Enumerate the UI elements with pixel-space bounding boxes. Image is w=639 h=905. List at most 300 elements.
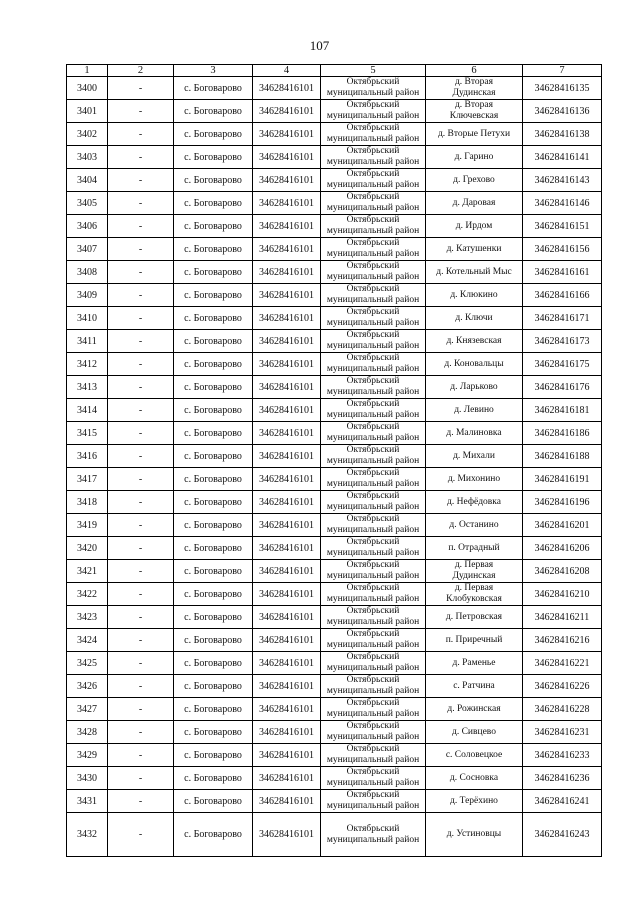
row-number-cell [67, 675, 108, 698]
settlement-code-cell [523, 399, 602, 422]
settlement-code-cell [523, 100, 602, 123]
row-number-cell-text: 3407 [77, 243, 97, 255]
settlement-cell [426, 744, 523, 767]
column-2-cell-text: - [138, 381, 143, 393]
table-row [67, 675, 602, 698]
settlement-cell-text: д. Михали [453, 450, 495, 461]
admin-center-cell [174, 721, 253, 744]
settlement-cell [426, 468, 523, 491]
row-number-cell [67, 767, 108, 790]
admin-center-cell-text: с. Боговарово [184, 496, 242, 508]
district-cell [321, 238, 426, 261]
admin-center-code-cell [253, 813, 321, 857]
settlement-code-cell-text: 34628416228 [534, 703, 590, 715]
admin-center-cell-text: с. Боговарово [184, 266, 242, 278]
settlement-cell-text: д. Ларьково [450, 381, 498, 392]
admin-center-cell-text: с. Боговарово [184, 243, 242, 255]
settlement-cell [426, 376, 523, 399]
admin-center-cell [174, 284, 253, 307]
settlement-code-cell [523, 192, 602, 215]
admin-center-code-cell [253, 399, 321, 422]
column-2-cell [108, 721, 174, 744]
column-2-cell-text: - [138, 174, 143, 186]
row-number-cell [67, 491, 108, 514]
admin-center-code-cell-text: 34628416101 [259, 588, 314, 600]
table-row [67, 744, 602, 767]
district-cell-text: муниципальный район [326, 801, 420, 811]
settlement-cell [426, 215, 523, 238]
column-2-cell [108, 169, 174, 192]
settlement-cell [426, 146, 523, 169]
admin-center-code-cell [253, 606, 321, 629]
column-2-cell-text: - [138, 611, 143, 623]
table-row [67, 629, 602, 652]
admin-center-code-cell-text: 34628416101 [259, 289, 314, 301]
admin-center-code-cell [253, 514, 321, 537]
admin-center-code-cell [253, 376, 321, 399]
admin-center-cell [174, 123, 253, 146]
column-2-cell-text: - [138, 243, 143, 255]
column-2-cell-text: - [138, 473, 143, 485]
district-cell-text: Октябрьский [346, 192, 400, 202]
admin-center-code-cell-text: 34628416101 [259, 358, 314, 370]
settlement-code-cell-text: 34628416210 [534, 588, 590, 600]
column-2-cell [108, 330, 174, 353]
row-number-cell-text: 3403 [77, 151, 97, 163]
district-cell [321, 353, 426, 376]
row-number-cell [67, 698, 108, 721]
admin-center-cell [174, 675, 253, 698]
district-cell [321, 491, 426, 514]
row-number-cell-text: 3428 [77, 726, 97, 738]
admin-center-code-cell [253, 468, 321, 491]
settlement-cell-text: Клобуковская [446, 594, 502, 604]
settlement-code-cell [523, 790, 602, 813]
column-2-cell-text: - [138, 519, 143, 531]
column-2-cell-text: - [138, 82, 143, 94]
row-number-cell [67, 721, 108, 744]
column-2-cell [108, 652, 174, 675]
settlement-code-cell [523, 445, 602, 468]
admin-center-code-cell [253, 491, 321, 514]
settlement-cell [426, 514, 523, 537]
admin-center-code-cell [253, 790, 321, 813]
district-cell-text: муниципальный район [326, 663, 420, 673]
table-row [67, 445, 602, 468]
settlement-cell-text: Дудинская [452, 88, 496, 98]
admin-center-code-cell-text: 34628416101 [259, 335, 314, 347]
settlement-code-cell [523, 169, 602, 192]
column-2-cell [108, 215, 174, 238]
settlement-cell-text: д. Вторая [454, 100, 494, 110]
admin-center-cell-text: с. Боговарово [184, 404, 242, 416]
column-2-cell-text: - [138, 220, 143, 232]
table-row [67, 123, 602, 146]
row-number-cell [67, 307, 108, 330]
column-2-cell [108, 376, 174, 399]
district-cell-text: Октябрьский [346, 767, 400, 777]
column-2-cell [108, 77, 174, 100]
district-cell-text: муниципальный район [326, 755, 420, 765]
row-number-cell [67, 514, 108, 537]
settlement-code-cell [523, 307, 602, 330]
district-cell-text: муниципальный район [326, 226, 420, 236]
settlement-cell-text: д. Грехово [453, 174, 495, 185]
row-number-cell-text: 3413 [77, 381, 97, 393]
admin-center-code-cell [253, 560, 321, 583]
column-2-cell-text: - [138, 542, 143, 554]
settlement-cell-text: д. Даровая [452, 197, 496, 208]
column-2-cell-text: - [138, 565, 143, 577]
admin-center-code-cell-text: 34628416101 [259, 381, 314, 393]
admin-center-code-cell-text: 34628416101 [259, 105, 314, 117]
admin-center-code-cell-text: 34628416101 [259, 680, 314, 692]
admin-center-code-cell-text: 34628416101 [259, 174, 314, 186]
column-2-cell-text: - [138, 427, 143, 439]
settlement-cell-text: Ключевская [449, 111, 499, 121]
settlement-code-cell-text: 34628416221 [534, 657, 590, 669]
settlement-code-cell [523, 698, 602, 721]
settlement-code-cell [523, 721, 602, 744]
header-row [67, 65, 602, 77]
admin-center-cell-text: с. Боговарово [184, 289, 242, 301]
admin-center-cell [174, 468, 253, 491]
district-cell-text: Октябрьский [346, 445, 400, 455]
district-cell-text: муниципальный район [326, 686, 420, 696]
district-cell-text: муниципальный район [326, 479, 420, 489]
column-2-cell [108, 468, 174, 491]
settlement-cell-text: д. Первая [454, 583, 494, 593]
row-number-cell [67, 146, 108, 169]
settlement-code-cell-text: 34628416241 [534, 795, 590, 807]
district-cell [321, 606, 426, 629]
row-number-cell-text: 3431 [77, 795, 97, 807]
admin-center-code-cell [253, 583, 321, 606]
table-row [67, 652, 602, 675]
column-2-cell-text: - [138, 657, 143, 669]
admin-center-code-cell [253, 353, 321, 376]
admin-center-code-cell-text: 34628416101 [259, 703, 314, 715]
column-2-cell-text: - [138, 128, 143, 140]
admin-center-cell-text: с. Боговарово [184, 611, 242, 623]
settlement-code-cell-text: 34628416151 [534, 220, 590, 232]
settlement-cell [426, 100, 523, 123]
settlement-code-cell-text: 34628416243 [534, 829, 590, 840]
settlement-code-cell-text: 34628416208 [534, 565, 590, 577]
district-cell-text: муниципальный район [326, 525, 420, 535]
settlement-cell [426, 422, 523, 445]
row-number-cell-text: 3420 [77, 542, 97, 554]
row-number-cell [67, 215, 108, 238]
row-number-cell [67, 744, 108, 767]
district-cell-text: Октябрьский [346, 100, 400, 110]
settlement-code-cell [523, 560, 602, 583]
admin-center-code-cell [253, 146, 321, 169]
table-row [67, 468, 602, 491]
table-row [67, 146, 602, 169]
admin-center-cell-text: с. Боговарово [184, 427, 242, 439]
table-row [67, 790, 602, 813]
column-2-cell-text: - [138, 335, 143, 347]
settlement-cell-text: д. Катушенки [446, 243, 502, 254]
admin-center-cell-text: с. Боговарово [184, 381, 242, 393]
admin-center-cell-text: с. Боговарово [184, 588, 242, 600]
column-header: 1 [67, 65, 108, 77]
table-row [67, 215, 602, 238]
table-row [67, 560, 602, 583]
column-2-cell-text: - [138, 450, 143, 462]
settlement-cell-text: д. Князевская [446, 335, 502, 346]
table-row [67, 721, 602, 744]
settlement-code-cell [523, 514, 602, 537]
district-cell-text: Октябрьский [346, 353, 400, 363]
admin-center-code-cell [253, 652, 321, 675]
row-number-cell-text: 3409 [77, 289, 97, 301]
district-cell-text: муниципальный район [326, 594, 420, 604]
district-cell-text: муниципальный район [326, 249, 420, 259]
settlement-code-cell-text: 34628416191 [534, 473, 590, 485]
admin-center-cell-text: с. Боговарово [184, 473, 242, 485]
column-2-cell [108, 629, 174, 652]
admin-center-code-cell [253, 537, 321, 560]
column-2-cell [108, 583, 174, 606]
admin-center-code-cell-text: 34628416101 [259, 427, 314, 439]
admin-center-cell-text: с. Боговарово [184, 335, 242, 347]
admin-center-cell [174, 652, 253, 675]
row-number-cell [67, 77, 108, 100]
settlement-cell [426, 721, 523, 744]
column-2-cell [108, 445, 174, 468]
admin-center-code-cell [253, 422, 321, 445]
settlement-cell-text: п. Отрадный [448, 542, 500, 553]
row-number-cell-text: 3425 [77, 657, 97, 669]
district-cell-text: Октябрьский [346, 307, 400, 317]
district-cell-text: муниципальный район [326, 732, 420, 742]
column-2-cell-text: - [138, 197, 143, 209]
admin-center-code-cell [253, 698, 321, 721]
row-number-cell-text: 3410 [77, 312, 97, 324]
table-row [67, 399, 602, 422]
settlement-code-cell-text: 34628416161 [534, 266, 590, 278]
settlement-code-cell-text: 34628416171 [534, 312, 590, 324]
column-2-cell [108, 491, 174, 514]
settlement-code-cell [523, 652, 602, 675]
settlement-cell [426, 698, 523, 721]
table-row [67, 100, 602, 123]
row-number-cell [67, 468, 108, 491]
column-2-cell-text: - [138, 496, 143, 508]
settlement-cell-text: д. Терёхино [450, 795, 498, 806]
district-cell-text: муниципальный район [326, 341, 420, 351]
column-2-cell [108, 399, 174, 422]
admin-center-cell [174, 238, 253, 261]
settlement-cell [426, 77, 523, 100]
row-number-cell-text: 3416 [77, 450, 97, 462]
table-row [67, 813, 602, 857]
admin-center-code-cell [253, 77, 321, 100]
column-2-cell [108, 514, 174, 537]
district-cell-text: муниципальный район [326, 834, 420, 845]
settlement-code-cell-text: 34628416236 [534, 772, 590, 784]
admin-center-cell-text: с. Боговарово [184, 703, 242, 715]
admin-center-cell [174, 537, 253, 560]
settlement-cell-text: д. Ирдом [455, 220, 493, 231]
admin-center-cell-text: с. Боговарово [184, 128, 242, 140]
district-cell-text: Октябрьский [346, 675, 400, 685]
row-number-cell [67, 606, 108, 629]
district-cell [321, 215, 426, 238]
district-cell-text: Октябрьский [346, 698, 400, 708]
column-header: 7 [523, 65, 602, 77]
row-number-cell [67, 284, 108, 307]
admin-center-cell-text: с. Боговарово [184, 220, 242, 232]
row-number-cell-text: 3418 [77, 496, 97, 508]
settlement-code-cell-text: 34628416143 [534, 174, 590, 186]
row-number-cell-text: 3426 [77, 680, 97, 692]
settlement-code-cell-text: 34628416141 [534, 151, 590, 163]
column-2-cell [108, 560, 174, 583]
admin-center-cell [174, 192, 253, 215]
district-cell-text: Октябрьский [346, 215, 400, 225]
row-number-cell-text: 3419 [77, 519, 97, 531]
settlement-cell-text: д. Коновальцы [444, 358, 504, 369]
admin-center-code-cell [253, 307, 321, 330]
district-cell-text: Октябрьский [346, 606, 400, 616]
row-number-cell [67, 560, 108, 583]
admin-center-code-cell-text: 34628416101 [259, 542, 314, 554]
settlement-cell [426, 606, 523, 629]
district-cell-text: муниципальный район [326, 134, 420, 144]
column-2-cell [108, 123, 174, 146]
district-cell-text: Октябрьский [346, 77, 400, 87]
column-2-cell [108, 307, 174, 330]
settlement-code-cell [523, 146, 602, 169]
settlement-code-cell [523, 606, 602, 629]
settlement-cell [426, 238, 523, 261]
settlement-code-cell [523, 675, 602, 698]
admin-center-cell-text: с. Боговарово [184, 680, 242, 692]
settlement-cell-text: д. Устиновцы [446, 829, 502, 839]
row-number-cell [67, 123, 108, 146]
row-number-cell [67, 192, 108, 215]
settlement-cell [426, 537, 523, 560]
admin-center-cell [174, 790, 253, 813]
district-cell-text: муниципальный район [326, 203, 420, 213]
column-header: 2 [108, 65, 174, 77]
admin-center-cell [174, 169, 253, 192]
district-cell-text: муниципальный район [326, 709, 420, 719]
column-header: 3 [174, 65, 253, 77]
admin-center-code-cell-text: 34628416101 [259, 496, 314, 508]
settlement-cell [426, 192, 523, 215]
admin-center-cell-text: с. Боговарово [184, 82, 242, 94]
admin-center-code-cell-text: 34628416101 [259, 312, 314, 324]
column-2-cell [108, 537, 174, 560]
settlement-cell-text: д. Останино [449, 519, 499, 530]
admin-center-cell-text: с. Боговарово [184, 151, 242, 163]
column-2-cell-text: - [138, 726, 143, 738]
settlement-cell-text: д. Михонино [447, 473, 501, 484]
admin-center-cell-text: с. Боговарово [184, 795, 242, 807]
table-row [67, 284, 602, 307]
district-cell-text: муниципальный район [326, 180, 420, 190]
column-2-cell [108, 675, 174, 698]
settlement-code-cell [523, 629, 602, 652]
admin-center-cell [174, 146, 253, 169]
column-2-cell [108, 422, 174, 445]
district-cell-text: муниципальный район [326, 364, 420, 374]
page-number: 107 [309, 38, 330, 53]
column-header: 6 [426, 65, 523, 77]
row-number-cell-text: 3414 [77, 404, 97, 416]
settlement-cell-text: д. Клюкино [450, 289, 498, 300]
row-number-cell-text: 3401 [77, 105, 97, 117]
settlement-cell [426, 123, 523, 146]
admin-center-cell [174, 307, 253, 330]
admin-center-cell-text: с. Боговарово [184, 749, 242, 761]
column-2-cell-text: - [138, 358, 143, 370]
district-cell-text: Октябрьский [346, 744, 400, 754]
district-cell-text: муниципальный район [326, 318, 420, 328]
admin-center-cell [174, 330, 253, 353]
settlement-cell-text: д. Левино [454, 404, 494, 415]
settlement-cell-text: с. Соловецкое [445, 749, 503, 760]
settlement-code-cell-text: 34628416173 [534, 335, 590, 347]
settlement-code-cell [523, 330, 602, 353]
district-cell-text: муниципальный район [326, 571, 420, 581]
settlement-cell-text: д. Петровская [445, 611, 503, 622]
column-2-cell [108, 238, 174, 261]
row-number-cell [67, 376, 108, 399]
row-number-cell-text: 3411 [77, 335, 97, 347]
settlement-cell-text: д. Котельный Мыс [436, 266, 512, 277]
district-cell-text: муниципальный район [326, 548, 420, 558]
district-cell-text: Октябрьский [346, 629, 400, 639]
admin-center-code-cell-text: 34628416101 [259, 565, 314, 577]
row-number-cell [67, 537, 108, 560]
admin-center-code-cell [253, 675, 321, 698]
admin-center-code-cell-text: 34628416101 [259, 657, 314, 669]
settlement-code-cell [523, 767, 602, 790]
district-cell-text: Октябрьский [346, 146, 400, 156]
table-row [67, 583, 602, 606]
admin-center-cell [174, 606, 253, 629]
column-2-cell [108, 790, 174, 813]
admin-center-code-cell [253, 215, 321, 238]
row-number-cell-text: 3423 [77, 611, 97, 623]
column-header: 4 [253, 65, 321, 77]
settlement-code-cell [523, 468, 602, 491]
row-number-cell [67, 790, 108, 813]
district-cell [321, 169, 426, 192]
column-2-cell [108, 813, 174, 857]
settlement-code-cell [523, 353, 602, 376]
settlement-cell [426, 790, 523, 813]
district-cell-text: Октябрьский [346, 284, 400, 294]
table-row [67, 606, 602, 629]
district-cell-text: Октябрьский [346, 399, 400, 409]
admin-center-code-cell-text: 34628416101 [259, 404, 314, 416]
settlement-cell [426, 652, 523, 675]
column-header: 5 [321, 65, 426, 77]
admin-center-cell-text: с. Боговарово [184, 197, 242, 209]
district-cell-text: Октябрьский [346, 823, 400, 834]
settlement-cell [426, 399, 523, 422]
table-row [67, 261, 602, 284]
settlement-code-cell [523, 261, 602, 284]
settlement-code-cell-text: 34628416226 [534, 680, 590, 692]
settlement-code-cell-text: 34628416176 [534, 381, 590, 393]
